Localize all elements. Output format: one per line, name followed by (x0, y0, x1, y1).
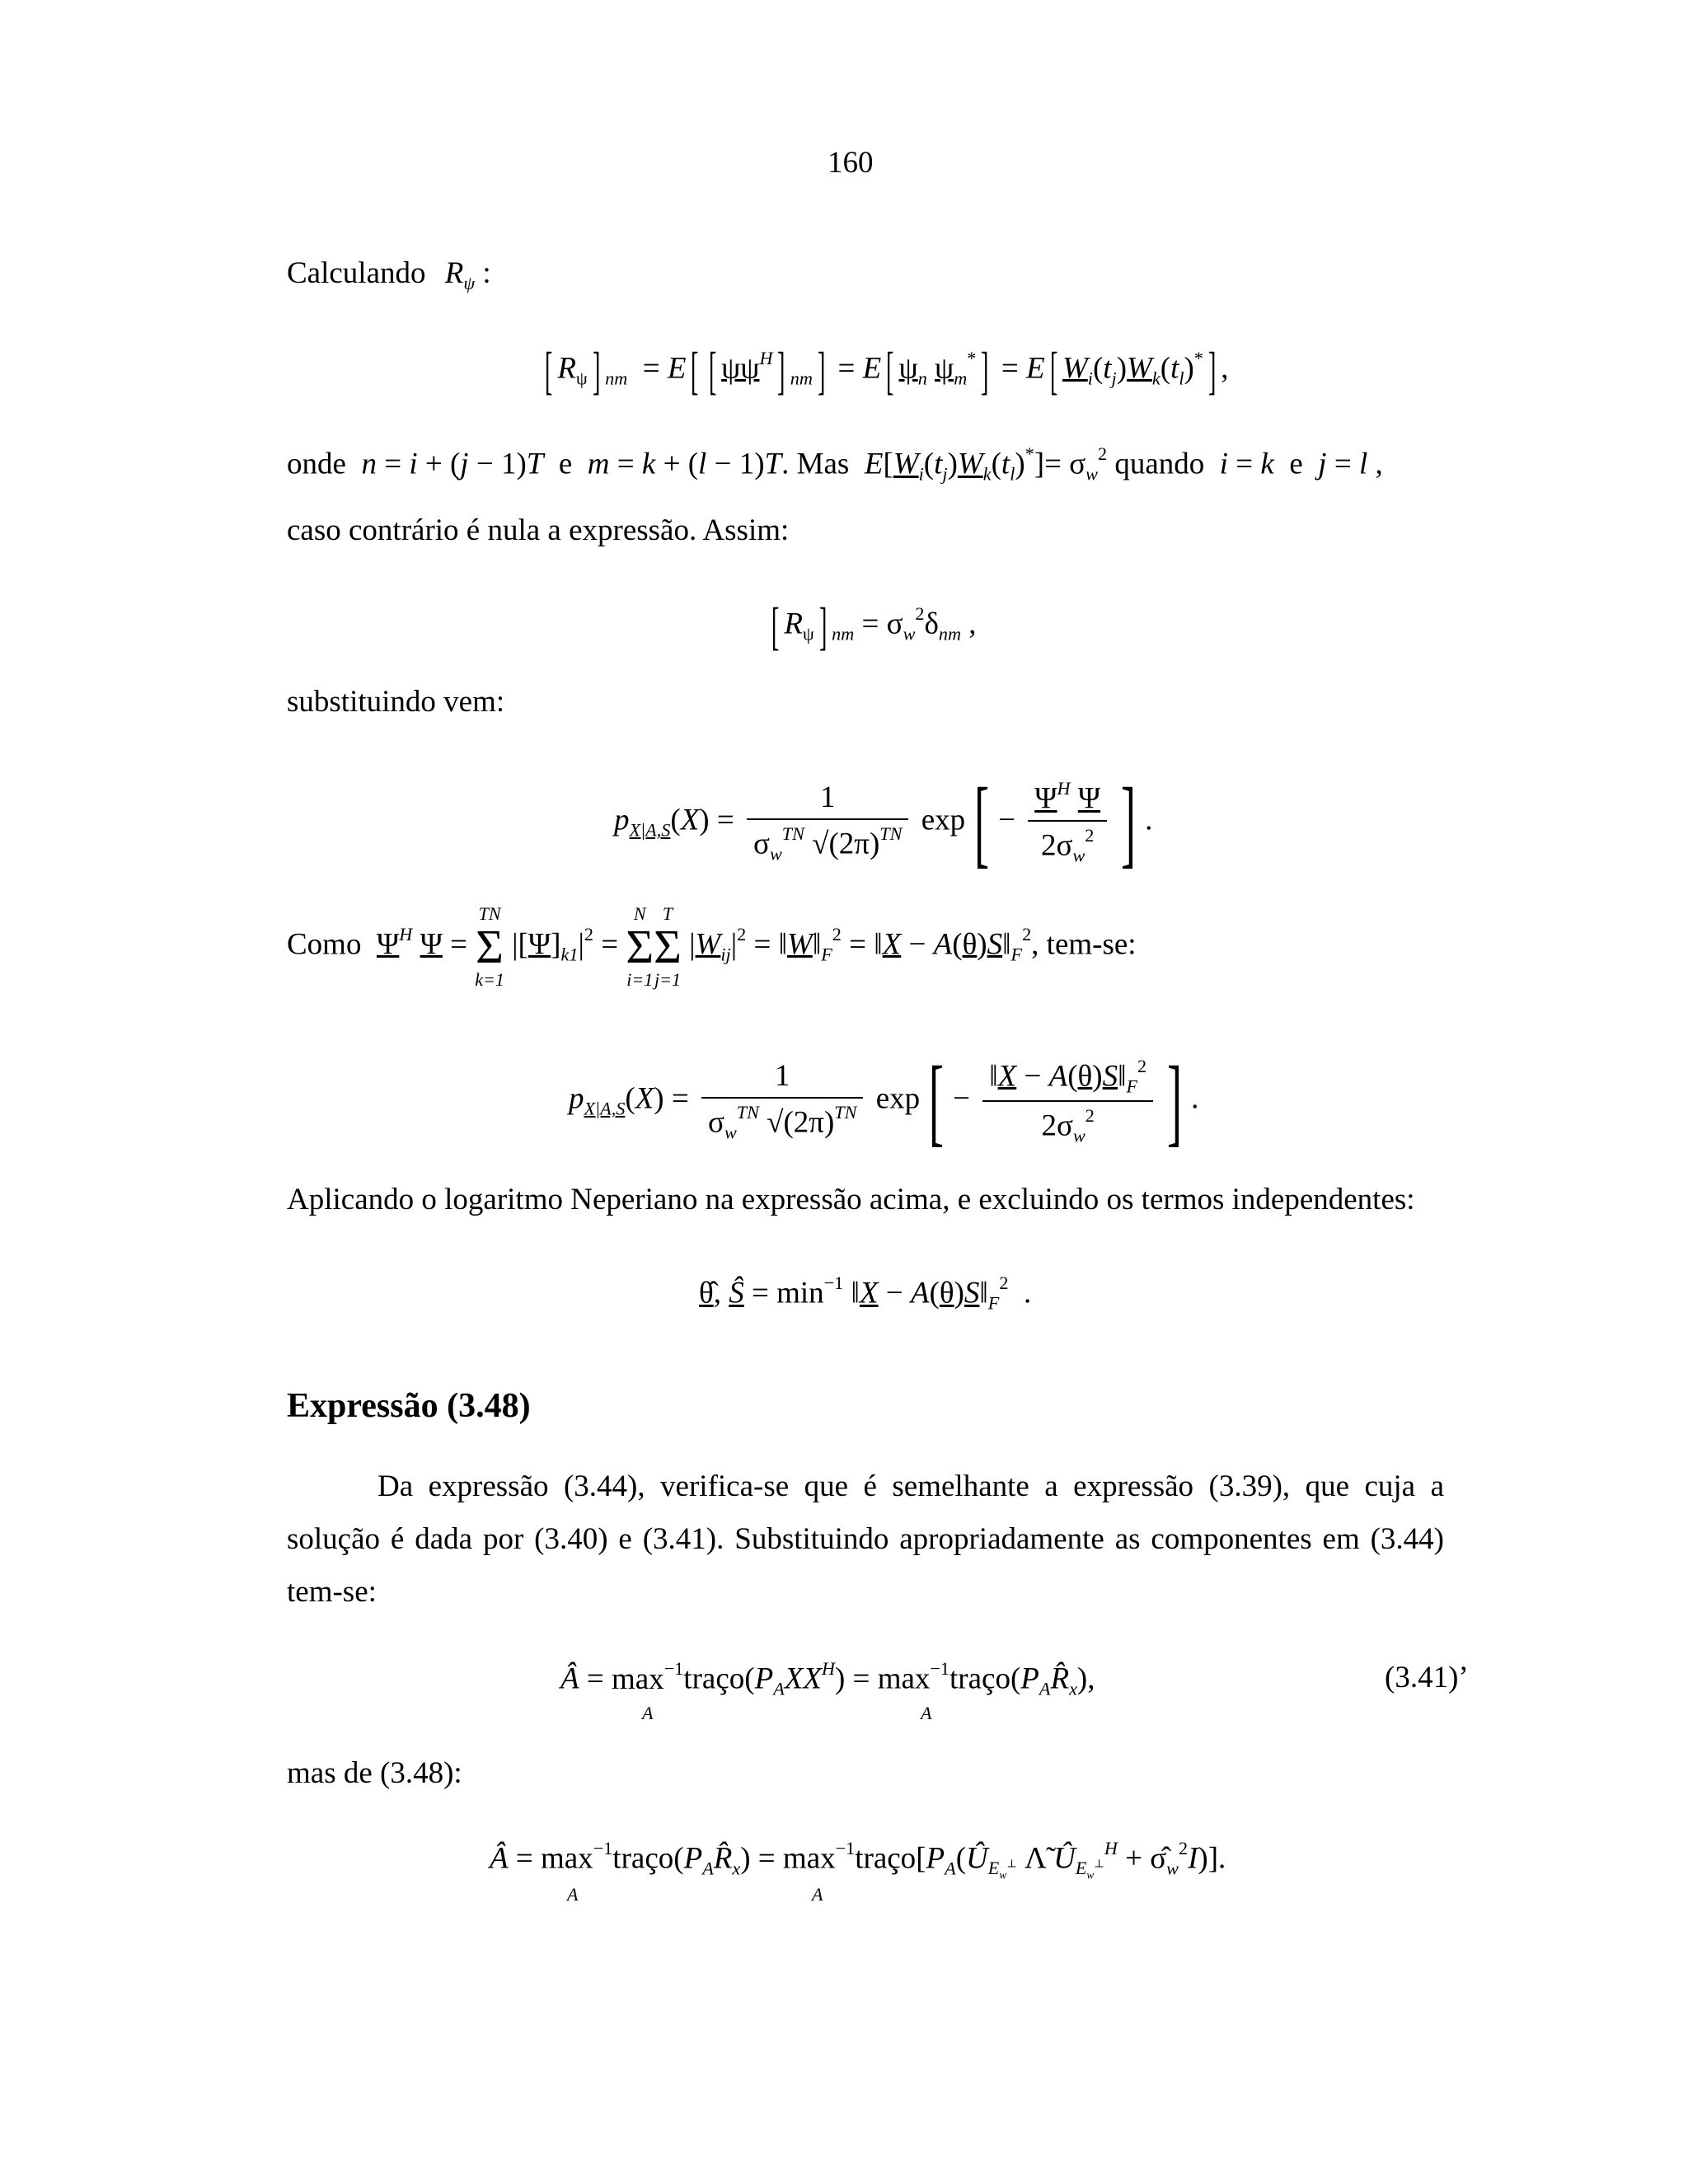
equation-pdf-2: $p_{X|A,S}(X)$ = $\frac{1}{\sigma_w^{TN} √(2\pi)^{TN}}$ exp[ − $\frac{‖X - A(\theta)S‖_F^2}{2\sigma_w^2}$ ] . (569, 1046, 1199, 1155)
caso-line: caso contrário é nula a expressão. Assim: (287, 513, 790, 547)
calc-label: Calculando (287, 256, 426, 290)
equation-r-psi-result: [ $R_\psi$] $_{nm} = \sigma_w^2\delta_{nm}$ , (771, 597, 977, 655)
equation-ml-estimate: θ̂, Ŝ = $\min^{-1}$ ‖X − $A(\theta)S‖_F^2$ . (699, 1272, 1032, 1314)
mas-line: mas de (3.48): (287, 1756, 462, 1790)
aplicando-line: Aplicando o logaritmo Neperiano na expressão acima, e excluindo os termos independentes: (287, 1183, 1415, 1216)
document-page: 160 Calculando $R_\psi$ : [ $R_\psi$] $_{nm}$ = E[ [ $\psi\psi^H$] $_{nm}$] = E[ $\psi_n$ $\psi_m^*] = E$[ $W_i(t_j)W_k(t_l)^*$] , onde n = i + (j − 1)T e m = k + (l − 1)T. Mas $E[W_i(t_j)W_k(t_l)^*]= \sigma_w^2$ quando i = k e j = l , caso contrário é nula a expressão. Assim: [ $R_\psi$] $_{nm} = \sigma_w^2\delta_{nm}$ , substituindo vem: $p_{X|A,S}(X)$ = $\frac{1}{\sigma_w^{TN} √(2\pi)^{TN}}$ exp[ − $\frac{\Psi^H \Psi}{2\sigma_w^2}$ ] . Como $\Psi^H$ Ψ = TN Σ k=1 $|[\Psi]_{k1}|^2$ = N Σ i=1 T Σ j=1 $|W_{ij}|^2$ = $‖W‖_F^2$ = ‖X − $A(\theta)S‖_F^2$, tem-se: $p_{X|A,S}(X)$ = $\frac{1}{\sigma_w^{TN} √(2\pi)^{TN}}$ exp[ − $\frac{‖X - A(\theta)S‖_F^2}{2\sigma_w^2}$ ] . Aplicando o logaritmo Neperiano na expressão acima, e excluindo os termos independentes: θ̂, Ŝ = $\min^{-1}$ ‖X − $A(\theta)S‖_F^2$ . Expressão (3.48) Da expressão (3.44), verifica-se que é semelhante a expressão (3.39), que cuja a solução é dada por (3.40) e (3.41). Substituindo apropriadamente as componentes em (3.44) tem-se: Â = $\max^{-1}traço(P_AXX^H)$ = $\max^{-1}traço(P_AR̂_x)$, A A (3.41)’ mas de (3.48): Â = $\max^{-1}traço(P_AR̂_x)$ = $\max^{-1}traço[P_A(Û_{E_w^\perp}$ Λ̃ $Û_{E_w^\perp}^H$ + $\sigmâ_w^2I$)]. A A (287, 146, 1469, 1905)
equation-348: Â = $\max^{-1}traço(P_AR̂_x)$ = $\max^{-1}traço[P_A(Û_{E_w^\perp}$ Λ̃ $Û_{E_w^\perp}^H$ + $\sigmâ_w^2I$)]. (490, 1838, 1226, 1882)
page-number: 160 (828, 146, 874, 180)
section-heading: Expressão (3.48) (287, 1387, 531, 1425)
calc-line: Calculando $R_\psi$ : (287, 256, 491, 293)
equation-341: Â = $\max^{-1}traço(P_AXX^H)$ = $\max^{-1}traço(P_AR̂_x)$, (560, 1658, 1095, 1699)
paragraph-1: Da expressão (3.44), verifica-se que é semelhante a expressão (3.39), que cuja a solução é dada por (3.40) e (3.41). Substituindo apropriadamente as componentes em (3.44) tem-se: (287, 1469, 1444, 1609)
subst-line: substituindo vem: (287, 685, 505, 719)
equation-pdf-1: $p_{X|A,S}(X)$ = $\frac{1}{\sigma_w^{TN} √(2\pi)^{TN}}$ exp[ − $\frac{\Psi^H \Psi}{2\sigma_w^2}$ ] . (614, 767, 1153, 877)
como-line: Como $\Psi^H$ Ψ = TN Σ k=1 $|[\Psi]_{k1}|^2$ = N Σ i=1 T Σ j=1 $|W_{ij}|^2$ = $‖W‖_F^2$ = ‖X − $A(\theta)S‖_F^2$, tem-se: (287, 903, 1137, 990)
onde-line: onde n = i + (j − 1)T e m = k + (l − 1)T. Mas $E[W_i(t_j)W_k(t_l)^*]= \sigma_w^2$ quando i = k e j = l , (287, 443, 1383, 485)
equation-r-psi: [ $R_\psi$] $_{nm}$ = E[ [ $\psi\psi^H$] $_{nm}$] = E[ $\psi_n$ $\psi_m^*] = E$[ $W_i(t_j)W_k(t_l)^*$] , (544, 341, 1229, 400)
equation-number-341: (3.41)’ (1385, 1661, 1469, 1694)
